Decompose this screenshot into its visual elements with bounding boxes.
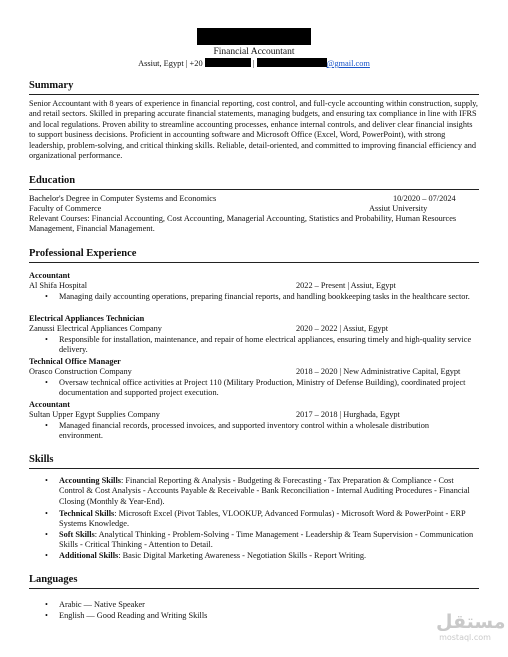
bullet-dot: • <box>45 530 48 539</box>
bullet-dot: • <box>45 292 48 301</box>
watermark-arabic: مستقل <box>436 611 506 633</box>
skills-divider <box>29 468 479 469</box>
bullet-dot: • <box>45 551 48 560</box>
education-faculty: Faculty of Commerce <box>29 204 102 213</box>
redacted-email-user <box>257 58 327 67</box>
job-company: Al Shifa Hospital <box>29 281 88 290</box>
experience-heading: Professional Experience <box>29 248 137 259</box>
bullet-dot: • <box>45 335 48 344</box>
skills-heading: Skills <box>29 454 54 465</box>
watermark-latin: mostaql.com <box>439 633 491 642</box>
job-role: Technical Office Manager <box>29 357 121 366</box>
contact-separator: | <box>252 59 255 68</box>
skill-label: Technical Skills <box>59 509 115 518</box>
bullet-dot: • <box>45 378 48 387</box>
skill-text: : Financial Reporting & Analysis - Budgeting & Forecasting - Tax Preparation & Compliance - Cost Control & Cost Analysis - Accounts Payable & Receivable - Bank Reconciliation - Internal Auditing Procedures - Financial Closing (Monthly & Year-End). <box>59 476 470 506</box>
job-role: Accountant <box>29 271 71 280</box>
contact-line <box>0 58 508 68</box>
job-bullet: • Managing daily accounting operations, preparing financial reports, and handling bookkeeping tasks in the healthcare sector. <box>45 292 470 301</box>
mostaql-watermark <box>436 611 506 651</box>
job-role: Electrical Appliances Technician <box>29 314 145 323</box>
skill-label: Accounting Skills <box>59 476 122 485</box>
job-bullet: • Responsible for installation, maintenance, and repair of home electrical appliances, ensuring timely and high-quality service delivery. <box>45 335 472 355</box>
experience-divider <box>29 262 479 263</box>
language-item: • English — Good Reading and Writing Skills <box>45 611 208 620</box>
redacted-phone <box>205 58 251 67</box>
languages-heading: Languages <box>29 574 78 585</box>
summary-heading: Summary <box>29 80 74 91</box>
bullet-dot: • <box>45 421 48 430</box>
job-company: Sultan Upper Egypt Supplies Company <box>29 410 160 419</box>
job-role: Accountant <box>29 400 71 409</box>
job-meta: 2020 – 2022 | Assiut, Egypt <box>296 324 389 333</box>
job-meta: 2017 – 2018 | Hurghada, Egypt <box>296 410 400 419</box>
languages-divider <box>29 588 479 589</box>
education-courses: Relevant Courses: Financial Accounting, Cost Accounting, Managerial Accounting, Statistics and Probability, Human Resources Management, Financial Management. <box>29 214 457 234</box>
job-bullet: • Oversaw technical office activities at Project 110 (Military Production, Ministry of Defense Building), coordinated project documentation and supported project execution. <box>45 378 466 398</box>
skill-label: Soft Skills <box>59 530 95 539</box>
education-divider <box>29 189 479 190</box>
skill-text: : Microsoft Excel (Pivot Tables, VLOOKUP, Advanced Formulas) - Microsoft Word & PowerPoint - ERP Systems Knowledge. <box>59 509 466 529</box>
education-heading: Education <box>29 175 76 186</box>
bullet-dot: • <box>45 509 48 518</box>
bullet-dot: • <box>45 600 48 609</box>
redacted-name <box>197 28 311 45</box>
bullet-dot: • <box>45 611 48 620</box>
job-bullet: • Managed financial records, processed invoices, and supported inventory control within a wholesale distribution environment. <box>45 421 430 441</box>
education-degree: Bachelor's Degree in Computer Systems and Economics <box>29 194 217 203</box>
contact-location-phone: Assiut, Egypt | +20 <box>138 59 203 68</box>
summary-text: Senior Accountant with 8 years of experience in financial reporting, cost control, and full-cycle accounting within construction, supply, and retail sectors. Skilled in preparing accurate financial statements, managing budgets, and ensuring tax compliance in line with IFRS and local regulations. Proven ability to streamline accounting processes, enhance internal controls, and deliver clear financial insights to support business decisions. Proficient in accounting software and Microsoft Office (Excel, Word, PowerPoint), with strong leadership, problem-solving, and critical thinking skills. Reliable, detail-oriented, and committed to improving financial efficiency and organizational performance. <box>29 99 478 161</box>
job-title: Financial Accountant <box>213 47 295 57</box>
skill-label: Additional Skills <box>59 551 119 560</box>
email-link[interactable]: @gmail.com <box>326 59 370 68</box>
education-dates: 10/2020 – 07/2024 <box>393 194 456 203</box>
skill-text: : Analytical Thinking - Problem-Solving - Time Management - Leadership & Team Supervision - Communication Skills - Critical Thinking - Attention to Detail. <box>59 530 474 550</box>
skill-text: : Basic Digital Marketing Awareness - Negotiation Skills - Report Writing. <box>118 551 367 560</box>
summary-divider <box>29 94 479 95</box>
job-company: Orasco Construction Company <box>29 367 132 376</box>
skill-item <box>45 476 475 507</box>
job-company: Zanussi Electrical Appliances Company <box>29 324 162 333</box>
job-meta: 2022 – Present | Assiut, Egypt <box>296 281 396 290</box>
education-university: Assiut University <box>369 204 428 213</box>
skill-item <box>45 551 475 561</box>
skill-item <box>45 509 475 530</box>
skill-item <box>45 530 475 551</box>
job-meta: 2018 – 2020 | New Administrative Capital, Egypt <box>296 367 461 376</box>
bullet-dot: • <box>45 476 48 485</box>
language-item: • Arabic — Native Speaker <box>45 600 145 609</box>
